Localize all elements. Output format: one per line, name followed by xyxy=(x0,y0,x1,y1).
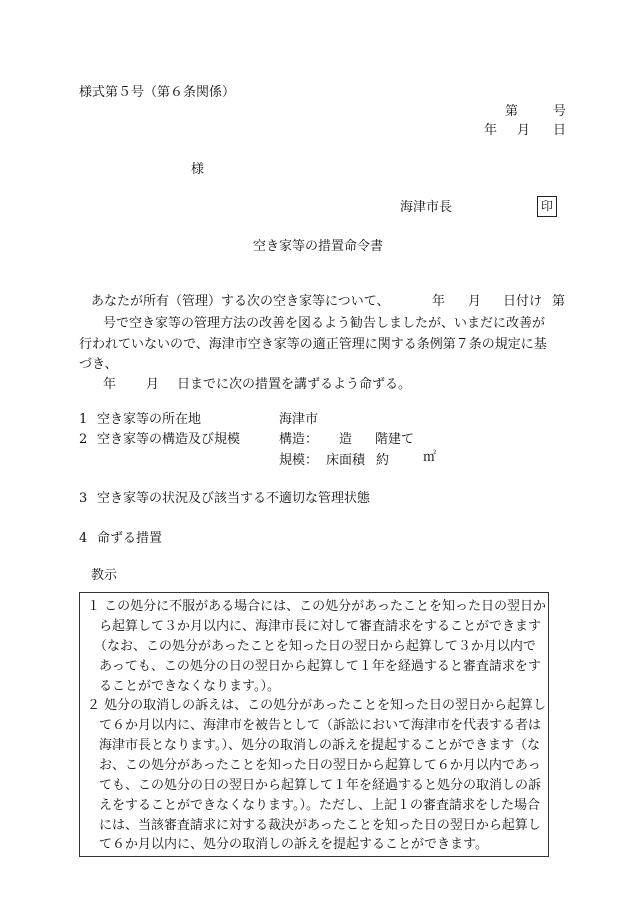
notice-line: 海津市長となります。）、処分の取消しの訴えを提起することができます（な xyxy=(99,738,540,753)
structure-zou: 造 xyxy=(339,432,353,447)
seal-stamp: 印 xyxy=(537,196,557,217)
scale-label: 規模： xyxy=(279,453,319,468)
notice-line: ら起算して３か月以内に、海津市長に対して審査請求をすることができます xyxy=(99,619,542,634)
body-line-1-month: 月 xyxy=(468,294,482,309)
doc-number-suffix: 号 xyxy=(553,104,567,119)
form-number: 様式第５号（第６条関係） xyxy=(79,85,236,100)
floor-area-approx: 約 xyxy=(376,453,390,468)
body-line-5-month: 月 xyxy=(146,377,160,392)
date-month: 月 xyxy=(517,123,531,138)
item-2-label: 空き家等の構造及び規模 xyxy=(97,432,241,447)
notice-line: １ この処分に不服がある場合には、この処分があったことを知った日の翌日か xyxy=(87,599,547,614)
notice-line: えをすることができなくなります。）。ただし、上記１の審査請求をした場合 xyxy=(99,798,540,813)
body-line-1-dai: 第 xyxy=(552,294,566,309)
notice-line: （なお、この処分があったことを知った日の翌日から起算して３か月以内で xyxy=(94,639,536,654)
item-1-label: 空き家等の所在地 xyxy=(97,412,202,427)
item-3-number: 3 xyxy=(79,491,88,506)
document-title: 空き家等の措置命令書 xyxy=(253,239,384,254)
structure-floors: 階建て xyxy=(375,432,415,447)
body-line-1: あなたが所有（管理）する次の空き家等について、 xyxy=(91,294,390,309)
notice-line: には、当該審査請求に対する裁決があったことを知った日の翌日から起算し xyxy=(99,818,541,833)
item-4-number: 4 xyxy=(79,531,88,546)
notice-line: ることができなくなります。）。 xyxy=(99,679,280,694)
notice-line: て６か月以内に、海津市を被告として（訴訟において海津市を代表する者は xyxy=(99,718,542,733)
date-year: 年 xyxy=(484,123,498,138)
notice-line: ２ 処分の取消しの訴えは、この処分があったことを知った日の翌日から起算し xyxy=(87,698,547,713)
item-3-label: 空き家等の状況及び該当する不適切な管理状態 xyxy=(97,491,371,506)
floor-area-label: 床面積 xyxy=(326,453,366,468)
body-line-5-rest: 日までに次の措置を講ずるよう命ずる。 xyxy=(177,377,412,392)
body-line-2: 号で空き家等の管理方法の改善を図るよう勧告しましたが、いまだに改善が xyxy=(103,316,546,331)
body-line-4: づき、 xyxy=(79,357,118,372)
notice-line: ても、この処分の日の翌日から起算して１年を経過すると処分の取消しの訴 xyxy=(99,778,542,793)
addressee-honorific: 様 xyxy=(191,162,205,177)
floor-area-unit: ㎡ xyxy=(423,450,437,465)
item-1-value: 海津市 xyxy=(279,412,319,427)
notice-line: て６か月以内に、処分の取消しの訴えを提起することができます。 xyxy=(99,837,488,852)
body-line-5-year: 年 xyxy=(103,377,117,392)
issuer-title: 海津市長 xyxy=(400,200,453,215)
kyouji-notice-box xyxy=(79,592,549,857)
item-4-label: 命ずる措置 xyxy=(97,531,163,546)
notice-line: お、この処分があったことを知った日の翌日から起算して６か月以内であっ xyxy=(99,758,541,773)
structure-label: 構造： xyxy=(279,432,319,447)
item-2-number: 2 xyxy=(79,432,88,447)
date-day: 日 xyxy=(553,123,567,138)
kyouji-heading: 教示 xyxy=(91,568,118,583)
body-line-1-year: 年 xyxy=(432,294,446,309)
doc-number-prefix: 第 xyxy=(505,104,519,119)
notice-line: あっても、この処分の日の翌日から起算して１年を経過すると審査請求をす xyxy=(99,659,541,674)
item-1-number: 1 xyxy=(79,412,88,427)
body-line-1-day: 日付け xyxy=(503,294,543,309)
body-line-3: 行われていないので、海津市空き家等の適正管理に関する条例第７条の規定に基 xyxy=(79,337,547,352)
